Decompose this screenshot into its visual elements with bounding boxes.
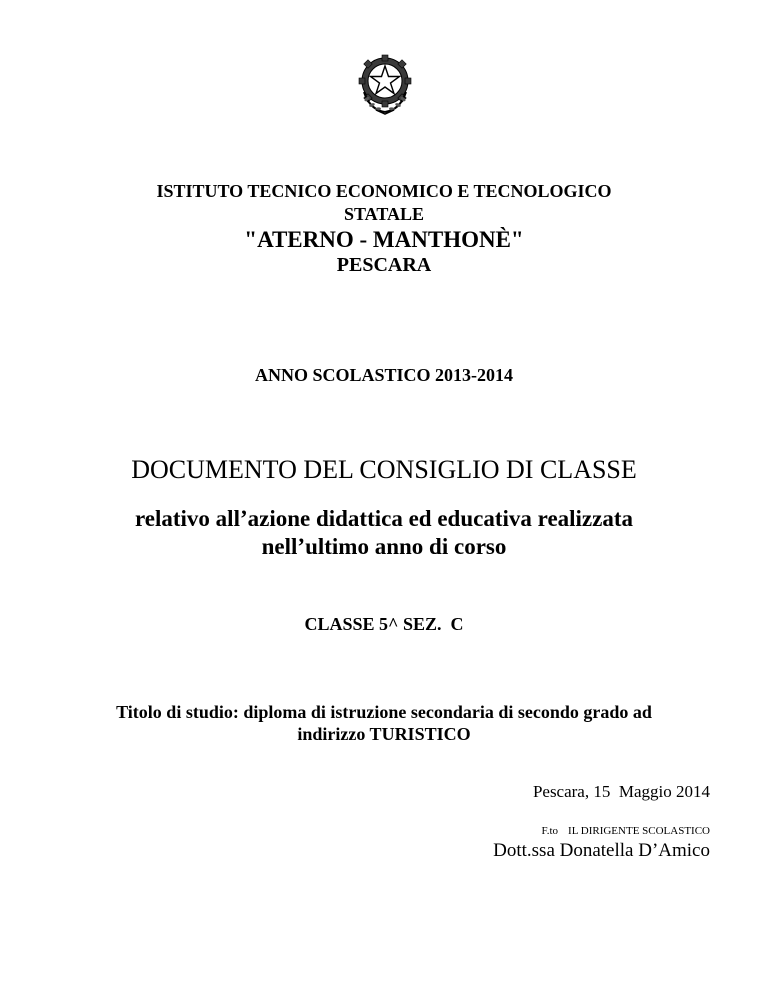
document-title: DOCUMENTO DEL CONSIGLIO DI CLASSE (131, 455, 637, 484)
signer-name: Dott.ssa Donatella D’Amico (493, 840, 710, 861)
document-subtitle-line1: relativo all’azione didattica ed educativa realizzata (134, 506, 634, 531)
place-date: Pescara, 15 Maggio 2014 (532, 782, 710, 801)
institute-type-line2: STATALE (343, 204, 425, 224)
signature-label (541, 825, 710, 838)
institute-name: "ATERNO - MANTHONÈ" (244, 227, 524, 252)
school-year: ANNO SCOLASTICO 2013-2014 (254, 365, 514, 385)
institute-city: PESCARA (336, 254, 432, 276)
signer-role: IL DIRIGENTE SCOLASTICO (568, 825, 710, 837)
italian-republic-emblem-icon (354, 52, 416, 116)
institute-type-line1: ISTITUTO TECNICO ECONOMICO E TECNOLOGICO (156, 181, 612, 201)
document-subtitle-line2: nell’ultimo anno di corso (261, 534, 507, 559)
qualification-line1: Titolo di studio: diploma di istruzione secondaria di secondo grado ad (116, 702, 652, 722)
class-label: CLASSE 5^ SEZ. C (304, 614, 464, 634)
signed-prefix: F.to (541, 825, 559, 837)
qualification-line2: indirizzo TURISTICO (297, 724, 471, 744)
